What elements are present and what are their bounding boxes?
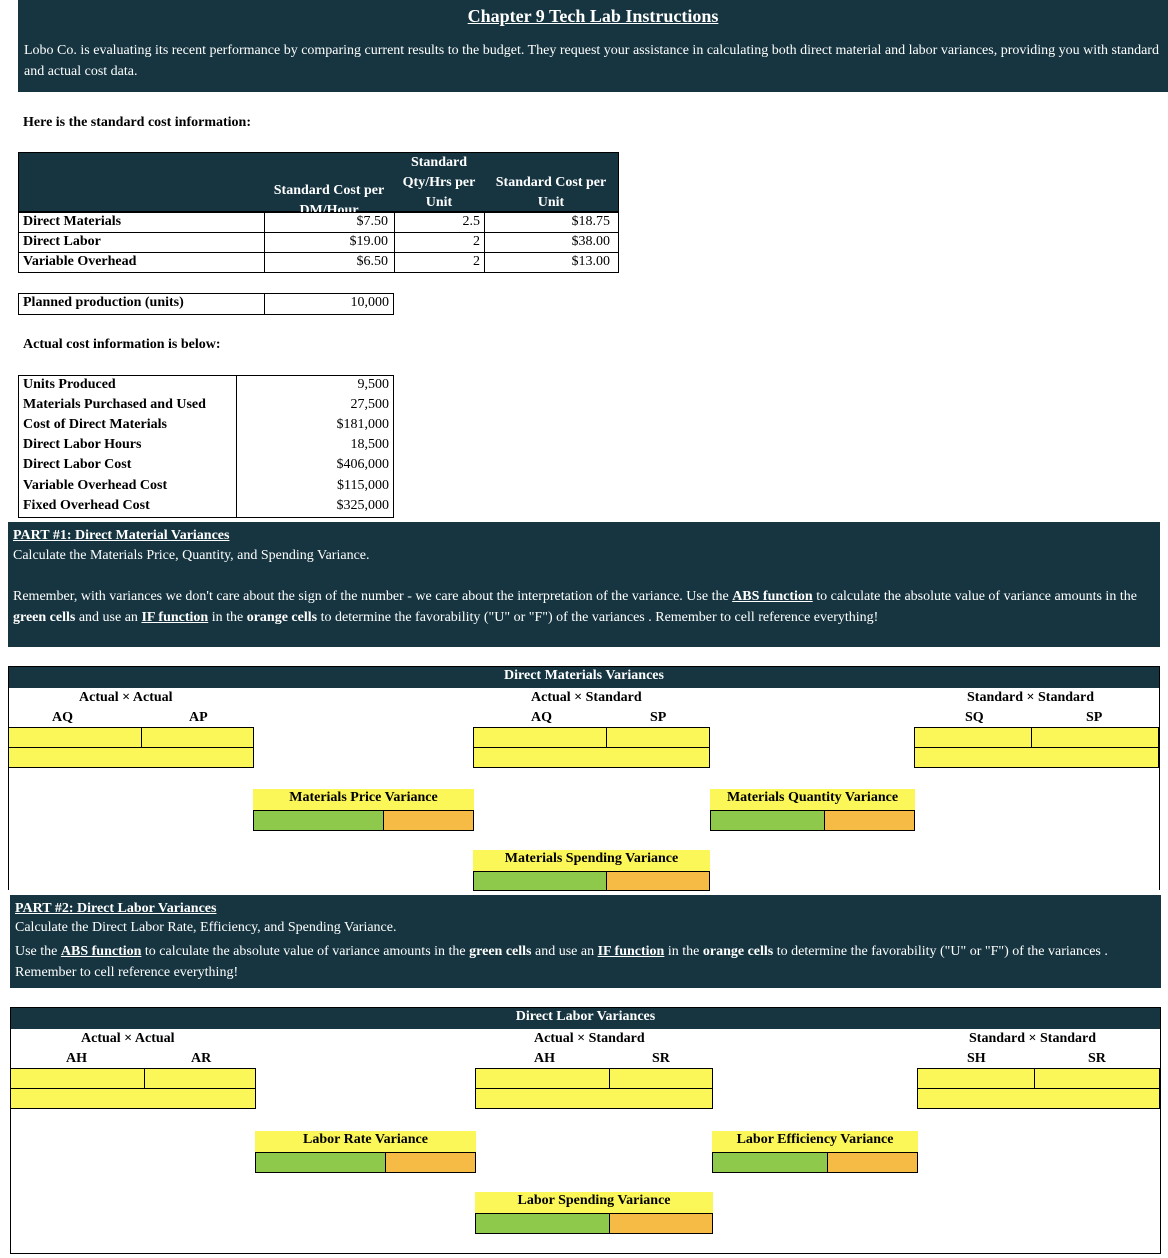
part1-line1: Calculate the Materials Price, Quantity, and Spending Variance. xyxy=(13,548,370,563)
part2-title: PART #2: Direct Labor Variances xyxy=(15,901,217,916)
sr-label: SR xyxy=(1088,1051,1106,1066)
actual-row-value: $406,000 xyxy=(336,457,389,472)
aq-label: AQ xyxy=(52,710,73,725)
if-function-link: IF function xyxy=(141,610,209,625)
aq-actual-input[interactable] xyxy=(8,727,142,748)
sp-actual-input[interactable] xyxy=(606,727,710,748)
ap-actual-input[interactable] xyxy=(141,727,254,748)
sr-actual-input[interactable] xyxy=(609,1068,713,1089)
std-row-per-unit: $18.75 xyxy=(571,214,610,229)
materials-quantity-variance-label: Materials Quantity Variance xyxy=(726,790,899,805)
part1-text: Remember, with variances we don't care about the sign of the number - we care about the interpretation of the variance. Use the xyxy=(13,589,733,604)
materials-price-variance-fu[interactable] xyxy=(383,810,474,831)
orange-cells-text: orange cells xyxy=(702,944,774,959)
planned-production-value: 10,000 xyxy=(350,295,389,310)
part2-text: to calculate the absolute value of variance amounts in the xyxy=(141,944,470,959)
std-row-cost: $7.50 xyxy=(356,214,388,229)
materials-price-variance-label-cell xyxy=(253,789,474,810)
part2-banner xyxy=(10,895,1161,988)
green-cells-text: green cells xyxy=(469,944,532,959)
actual-heading: Actual cost information is below: xyxy=(23,337,221,352)
actual-standard-label: Actual × Standard xyxy=(531,690,642,705)
std-row-per-unit: $38.00 xyxy=(571,234,610,249)
labor-rate-variance-amount[interactable] xyxy=(255,1152,386,1173)
col-header-per-unit-line2: Unit xyxy=(537,195,565,210)
sr-label: SR xyxy=(652,1051,670,1066)
std-row-label: Direct Materials xyxy=(23,214,122,229)
std-row-qty: 2 xyxy=(473,234,480,249)
ah-actual-input[interactable] xyxy=(10,1068,145,1089)
std-row-qty: 2 xyxy=(473,254,480,269)
standard-standard-label: Standard × Standard xyxy=(969,1031,1097,1046)
labor-rate-variance-fu[interactable] xyxy=(385,1152,476,1173)
row-divider xyxy=(19,232,618,233)
sp-standard-input[interactable] xyxy=(1031,727,1159,748)
sp-label: SP xyxy=(1086,710,1103,725)
labor-grid-title: Direct Labor Variances xyxy=(515,1009,656,1024)
std-row-label: Direct Labor xyxy=(23,234,101,249)
row-divider xyxy=(19,252,618,253)
part2-instructions xyxy=(15,941,1157,983)
actual-row-label: Direct Labor Cost xyxy=(23,457,132,472)
actual-actual-label: Actual × Actual xyxy=(81,1031,175,1046)
planned-production-value-cell[interactable] xyxy=(264,293,394,315)
part2-text: in the xyxy=(664,944,703,959)
labor-efficiency-variance-label: Labor Efficiency Variance xyxy=(736,1132,894,1147)
standard-table-header xyxy=(18,152,619,218)
std-row-per-unit: $13.00 xyxy=(571,254,610,269)
labor-as-total-input[interactable] xyxy=(475,1088,713,1109)
labor-spending-variance-label: Labor Spending Variance xyxy=(517,1193,671,1208)
if-function-link: IF function xyxy=(597,944,665,959)
materials-quantity-variance-label-cell xyxy=(710,789,915,810)
actual-row-label: Units Produced xyxy=(23,377,116,392)
labor-efficiency-variance-fu[interactable] xyxy=(827,1152,918,1173)
ah-label: AH xyxy=(66,1051,87,1066)
actual-row-value: 18,500 xyxy=(350,437,389,452)
col-header-per-unit xyxy=(484,173,618,213)
col-header-per-unit-line1: Standard Cost per xyxy=(495,175,607,190)
abs-function-link: ABS function xyxy=(60,944,142,959)
materials-spending-variance-label-cell xyxy=(473,850,710,871)
header-banner xyxy=(18,0,1168,92)
abs-function-link: ABS function xyxy=(732,589,813,604)
part2-text: Use the xyxy=(15,944,61,959)
ss-total-input[interactable] xyxy=(914,747,1159,768)
ah-standard-input[interactable] xyxy=(475,1068,610,1089)
sr-standard-input[interactable] xyxy=(1034,1068,1160,1089)
ap-label: AP xyxy=(189,710,208,725)
aq-standard-input[interactable] xyxy=(473,727,607,748)
col-header-qty xyxy=(394,153,484,213)
actual-row-label: Materials Purchased and Used xyxy=(23,397,206,412)
intro-text: Lobo Co. is evaluating its recent performance by comparing current results to the budget. They request your assistance in calculating both direct material and labor variances, providing you with standard and actual cost data. xyxy=(24,43,1159,79)
labor-aa-total-input[interactable] xyxy=(10,1088,256,1109)
ar-actual-input[interactable] xyxy=(144,1068,256,1089)
col-header-cost-line1: Standard Cost per xyxy=(273,183,385,198)
planned-production-label: Planned production (units) xyxy=(23,295,184,310)
standard-heading: Here is the standard cost information: xyxy=(23,115,251,130)
actual-row-label: Variable Overhead Cost xyxy=(23,478,168,493)
page-title: Chapter 9 Tech Lab Instructions xyxy=(467,6,719,26)
part2-line1: Calculate the Direct Labor Rate, Efficiency, and Spending Variance. xyxy=(15,920,397,935)
planned-production-label-cell xyxy=(18,293,265,315)
actual-row-value: 27,500 xyxy=(350,397,389,412)
std-row-qty: 2.5 xyxy=(462,214,480,229)
labor-efficiency-variance-amount[interactable] xyxy=(712,1152,828,1173)
sq-input[interactable] xyxy=(914,727,1032,748)
materials-spending-variance-amount[interactable] xyxy=(473,871,607,891)
part1-banner xyxy=(8,522,1160,647)
materials-spending-variance-label: Materials Spending Variance xyxy=(504,851,679,866)
labor-spending-variance-fu[interactable] xyxy=(609,1213,713,1234)
col-header-qty-line2: Qty/Hrs per xyxy=(402,175,476,190)
standard-standard-label: Standard × Standard xyxy=(967,690,1095,705)
actual-table xyxy=(18,375,394,518)
sh-input[interactable] xyxy=(917,1068,1035,1089)
materials-grid-title: Direct Materials Variances xyxy=(504,668,664,683)
part2-text: and use an xyxy=(531,944,598,959)
actual-row-label: Direct Labor Hours xyxy=(23,437,142,452)
sp-label: SP xyxy=(650,710,667,725)
labor-rate-variance-label: Labor Rate Variance xyxy=(303,1132,428,1147)
labor-spending-variance-amount[interactable] xyxy=(475,1213,610,1234)
ah-label: AH xyxy=(534,1051,555,1066)
orange-cells-text: orange cells xyxy=(246,610,318,625)
part2-text: to determine the favorability ("U" or "F") of the variances . Remember to cell reference everything! xyxy=(15,944,1108,980)
std-row-cost: $19.00 xyxy=(349,234,388,249)
aa-total-input[interactable] xyxy=(8,747,254,768)
as-total-input[interactable] xyxy=(473,747,710,768)
green-cells-text: green cells xyxy=(13,610,76,625)
col-header-qty-line1: Standard xyxy=(410,155,468,170)
col-header-qty-line3: Unit xyxy=(425,195,453,210)
part1-text: in the xyxy=(208,610,247,625)
part1-text: and use an xyxy=(75,610,142,625)
part1-text: to calculate the absolute value of variance amounts in the xyxy=(812,589,1137,604)
materials-spending-variance-fu[interactable] xyxy=(606,871,710,891)
materials-grid-title-bar xyxy=(9,667,1159,688)
part1-title: PART #1: Direct Material Variances xyxy=(13,528,230,543)
actual-row-label: Cost of Direct Materials xyxy=(23,417,167,432)
labor-ss-total-input[interactable] xyxy=(917,1088,1160,1109)
materials-quantity-variance-amount[interactable] xyxy=(710,810,825,831)
actual-standard-label: Actual × Standard xyxy=(534,1031,645,1046)
col-header-cost-line2: DM/Hour xyxy=(299,203,359,218)
ar-label: AR xyxy=(191,1051,212,1066)
sh-label: SH xyxy=(967,1051,986,1066)
actual-row-value: 9,500 xyxy=(357,377,389,392)
materials-price-variance-amount[interactable] xyxy=(253,810,384,831)
part1-instructions xyxy=(13,586,1157,628)
sq-label: SQ xyxy=(965,710,984,725)
actual-row-label: Fixed Overhead Cost xyxy=(23,498,150,513)
labor-grid-title-bar xyxy=(11,1008,1160,1029)
std-row-cost: $6.50 xyxy=(356,254,388,269)
labor-efficiency-variance-label-cell xyxy=(712,1131,918,1152)
actual-row-value: $181,000 xyxy=(336,417,389,432)
materials-quantity-variance-fu[interactable] xyxy=(824,810,915,831)
labor-rate-variance-label-cell xyxy=(255,1131,476,1152)
labor-spending-variance-label-cell xyxy=(475,1192,713,1213)
aq-label: AQ xyxy=(531,710,552,725)
part1-text: to determine the favorability ("U" or "F") of the variances . Remember to cell reference everything! xyxy=(317,610,879,625)
std-row-label: Variable Overhead xyxy=(23,254,137,269)
actual-row-value: $115,000 xyxy=(337,478,389,493)
actual-actual-label: Actual × Actual xyxy=(79,690,173,705)
standard-table-body xyxy=(18,212,619,273)
materials-price-variance-label: Materials Price Variance xyxy=(289,790,438,805)
actual-row-value: $325,000 xyxy=(336,498,389,513)
